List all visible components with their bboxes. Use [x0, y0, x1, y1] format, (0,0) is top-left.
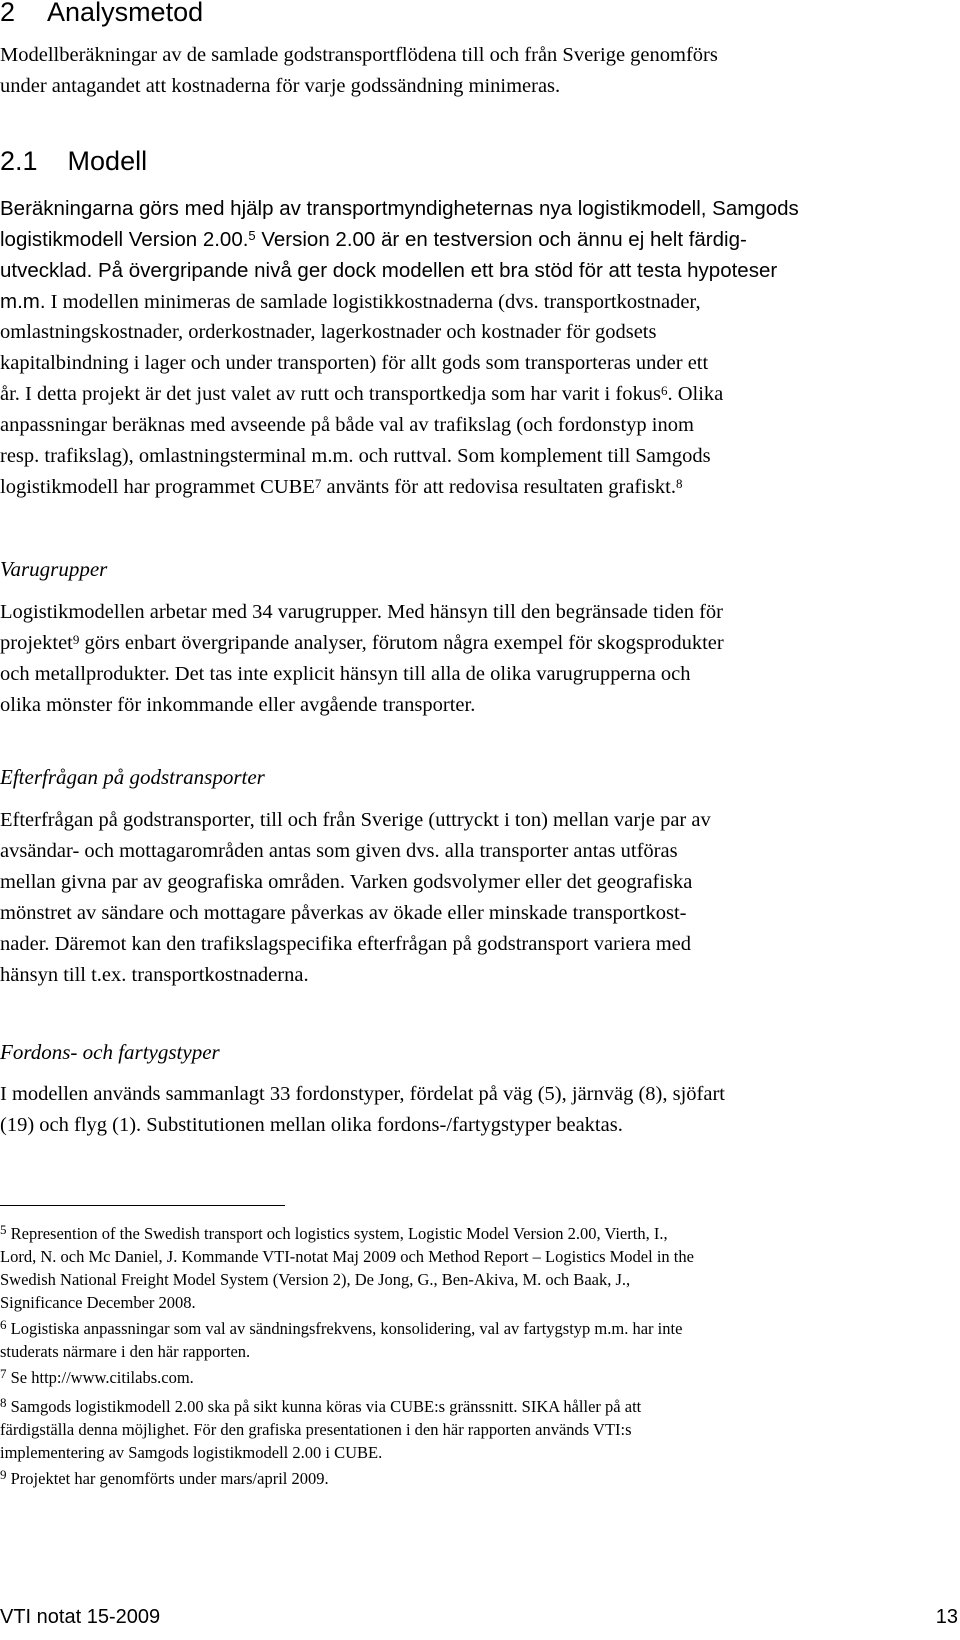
footnote-number: 6: [0, 1317, 7, 1332]
footnote-line: färdigställa denna möjlighet. För den grafiska presentationen i den här rapporten används VTI:s: [0, 1420, 632, 1439]
varugrupper-heading: Varugrupper: [0, 557, 108, 581]
section-title: Analysmetod: [47, 0, 204, 27]
footnote-line: studerats närmare i den här rapporten.: [0, 1342, 251, 1361]
footnote-line: Lord, N. och Mc Daniel, J. Kommande VTI-notat Maj 2009 och Method Report – Logistics Model in the: [0, 1247, 694, 1266]
efterfragan-line: mellan givna par av geografiska områden. Varken godsvolymer eller det geografiska: [0, 871, 693, 893]
footnote-line: Significance December 2008.: [0, 1293, 196, 1312]
footnote-number: 8: [0, 1395, 7, 1410]
footnote-separator: [0, 1205, 285, 1206]
model-line: [0, 472, 683, 504]
footnote-ref-5: 5: [248, 228, 256, 243]
model-line: utvecklad. På övergripande nivå ger dock modellen ett bra stöd för att testa hypoteser: [0, 259, 778, 282]
model-text: m.m.: [0, 290, 46, 313]
footnote-number: 7: [0, 1366, 7, 1381]
efterfragan-line: hänsyn till t.ex. transportkostnaderna.: [0, 964, 309, 986]
efterfragan-line: avsändar- och mottagarområden antas som given dvs. alla transporter antas utföras: [0, 840, 678, 862]
subsection-number: 2.1: [0, 146, 38, 176]
varugrupper-text: projektet: [0, 632, 73, 654]
model-text: logistikmodell har programmet CUBE: [0, 476, 315, 498]
model-line: [0, 286, 701, 319]
footnote-text: Projektet har genomförts under mars/april 2009.: [6, 1469, 329, 1488]
footnote-ref-9: 9: [72, 632, 80, 647]
subsection-heading: [0, 146, 147, 177]
model-text: använts för att redovisa resultaten grafiskt.: [321, 476, 677, 498]
footnote-ref-8: 8: [676, 476, 683, 491]
efterfragan-line: Efterfrågan på godstransporter, till och från Sverige (uttryckt i ton) mellan varje par av: [0, 809, 711, 831]
varugrupper-line: [0, 628, 724, 660]
varugrupper-line: Logistikmodellen arbetar med 34 varugrupper. Med hänsyn till den begränsade tiden för: [0, 601, 723, 623]
intro-line: Modellberäkningar av de samlade godstransportflödena till och från Sverige genomförs: [0, 44, 718, 66]
fordon-line: (19) och flyg (1). Substitutionen mellan olika fordons-/fartygstyper beaktas.: [0, 1114, 623, 1136]
model-text: år. I detta projekt är det just valet av rutt och transportkedja som har varit i fokus: [0, 383, 661, 405]
model-text: . Olika: [667, 383, 724, 405]
fordon-line: I modellen används sammanlagt 33 fordonstyper, fördelat på väg (5), järnväg (8), sjöfart: [0, 1083, 725, 1105]
efterfragan-heading: Efterfrågan på godstransporter: [0, 765, 265, 789]
model-text: I modellen minimeras de samlade logistikkostnaderna (dvs. transportkostnader,: [45, 291, 701, 313]
footnote-ref-6: 6: [660, 383, 668, 398]
varugrupper-line: olika mönster för inkommande eller avgående transporter.: [0, 694, 476, 716]
efterfragan-line: nader. Däremot kan den trafikslagspecifika efterfrågan på godstransport variera med: [0, 933, 692, 955]
model-line: [0, 379, 723, 411]
varugrupper-text: görs enbart övergripande analyser, förutom några exempel för skogsprodukter: [79, 632, 724, 654]
footnote-number: 5: [0, 1222, 7, 1237]
fordon-heading: Fordons- och fartygstyper: [0, 1040, 220, 1064]
varugrupper-line: och metallprodukter. Det tas inte explicit hänsyn till alla de olika varugrupperna och: [0, 663, 691, 685]
model-line: resp. trafikslag), omlastningsterminal m.m. och ruttval. Som komplement till Samgods: [0, 445, 711, 467]
footnote-8: [0, 1395, 641, 1418]
model-line: Beräkningarna görs med hjälp av transportmyndigheternas nya logistikmodell, Samgods: [0, 197, 799, 220]
footnote-6: [0, 1317, 682, 1340]
footnote-number: 9: [0, 1467, 7, 1482]
footer-left: VTI notat 15-2009: [0, 1606, 161, 1628]
model-line: anpassningar beräknas med avseende på både val av trafikslag (och fordonstyp inom: [0, 414, 694, 436]
footnote-text: Samgods logistikmodell 2.00 ska på sikt kunna köras via CUBE:s gränssnitt. SIKA håller på att: [6, 1397, 642, 1416]
section-heading: [0, 0, 203, 28]
footnote-text: Represention of the Swedish transport och logistics system, Logistic Model Version 2.00, Vierth, I.,: [6, 1224, 668, 1243]
intro-line: under antagandet att kostnaderna för varje godssändning minimeras.: [0, 75, 561, 97]
footnote-text: Logistiska anpassningar som val av sändningsfrekvens, konsolidering, val av fartygstyp m.m. har inte: [6, 1319, 683, 1338]
model-line: [0, 224, 747, 256]
page-number: 13: [935, 1606, 958, 1628]
footnote-line: Swedish National Freight Model System (Version 2), De Jong, G., Ben-Akiva, M. och Baak, J.,: [0, 1270, 631, 1289]
section-number: 2: [0, 0, 16, 27]
footnote-9: [0, 1467, 329, 1490]
footnote-5: [0, 1222, 668, 1245]
footnote-ref-7: 7: [314, 476, 322, 491]
model-text: logistikmodell Version 2.00.: [0, 228, 249, 251]
model-text: Version 2.00 är en testversion och ännu ej helt färdig-: [255, 228, 747, 251]
subsection-title: Modell: [67, 146, 148, 176]
footnote-text: Se http://www.citilabs.com.: [6, 1368, 194, 1387]
footnote-7: [0, 1366, 194, 1389]
footnote-line: implementering av Samgods logistikmodell 2.00 i CUBE.: [0, 1443, 383, 1462]
efterfragan-line: mönstret av sändare och mottagare påverkas av ökade eller minskade transportkost-: [0, 902, 687, 924]
model-line: omlastningskostnader, orderkostnader, lagerkostnader och kostnader för godsets: [0, 321, 657, 343]
model-line: kapitalbindning i lager och under transporten) för allt gods som transporteras under ett: [0, 352, 709, 374]
